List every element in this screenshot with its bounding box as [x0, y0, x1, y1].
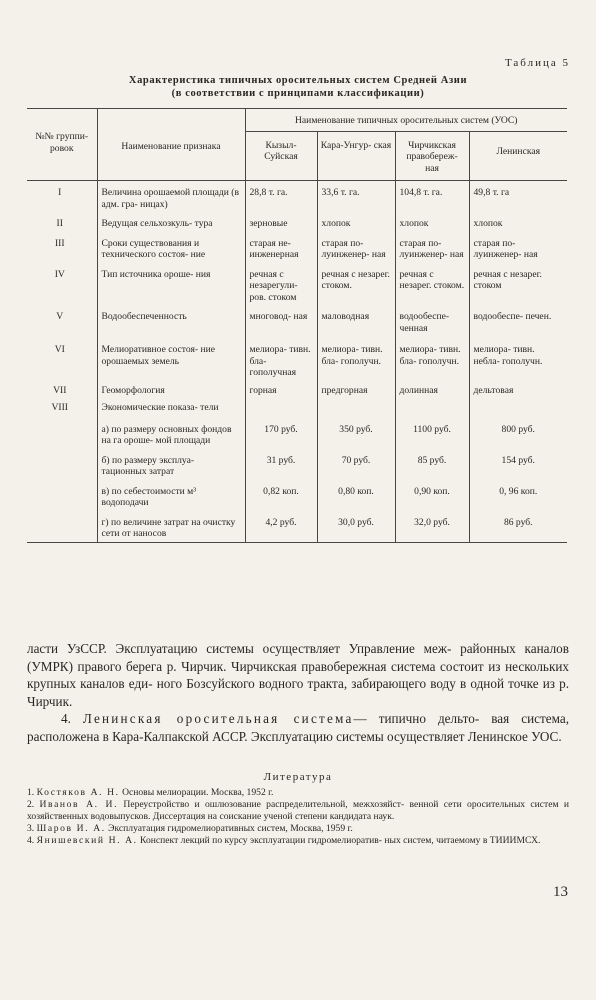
row-value-system-2: 30,0 руб.: [317, 511, 395, 543]
header-systems-group: Наименование типичных оросительных систем (УОС): [245, 109, 567, 132]
literature-number: 3.: [27, 823, 35, 834]
row-feature: Сроки существования и технического состоя- ние: [97, 232, 245, 263]
row-value-system-4: 0, 96 коп.: [469, 480, 567, 511]
row-value-system-2: хлопок: [317, 212, 395, 232]
row-feature: а) по размеру основных фондов на га ороше- мой площади: [97, 416, 245, 449]
table-row: [27, 449, 567, 480]
literature-item: [27, 823, 569, 835]
table-label: Таблица 5: [504, 57, 570, 69]
table-row: [27, 416, 567, 449]
literature-text: Эксплуатация гидромелиоративных систем, Москва, 1959 г.: [108, 823, 353, 834]
row-value-system-2: 70 руб.: [317, 449, 395, 480]
title-line-1: Характеристика типичных оросительных систем Средней Азии: [128, 75, 468, 86]
body-text: [27, 640, 569, 745]
table-row: [27, 336, 567, 381]
table-row: [27, 263, 567, 306]
literature-item: [27, 799, 569, 823]
literature-text: Конспект лекций по курсу эксплуатации гидромелиоратив- ных систем, читаемому в ТИИИМСХ.: [140, 835, 541, 846]
row-feature: в) по себестоимости м³ водоподачи: [97, 480, 245, 511]
row-value-system-4: старая по- луинженер- ная: [469, 232, 567, 263]
literature-list: [27, 787, 569, 847]
header-system-3: Чирчикская правобереж- ная: [395, 131, 469, 181]
literature-author: Костяков А. Н.: [36, 787, 120, 798]
body-paragraph-2: [27, 710, 569, 745]
page-number: 13: [553, 884, 568, 900]
classification-table: [27, 108, 567, 543]
row-value-system-2: [317, 398, 395, 416]
table-row: [27, 398, 567, 416]
row-value-system-1: горная: [245, 381, 317, 399]
row-value-system-1: зерновые: [245, 212, 317, 232]
row-value-system-1: [245, 398, 317, 416]
row-feature: Мелиоративное состоя- ние орошаемых земель: [97, 336, 245, 381]
literature-item: [27, 787, 569, 799]
row-value-system-1: старая не- инженерная: [245, 232, 317, 263]
row-value-system-2: 33,6 т. га.: [317, 181, 395, 213]
row-value-system-3: 32,0 руб.: [395, 511, 469, 543]
row-value-system-4: 86 руб.: [469, 511, 567, 543]
table-row: [27, 305, 567, 336]
row-group-no: VIII: [51, 402, 68, 413]
row-value-system-4: водообеспе- печен.: [469, 305, 567, 336]
row-value-system-4: мелиора- тивн. небла- гополучн.: [469, 336, 567, 381]
row-value-system-3: 1100 руб.: [395, 416, 469, 449]
table-title: [30, 74, 566, 100]
row-feature: Водообеспеченность: [97, 305, 245, 336]
para2-rest: — типично дельто- вая система, расположена в Кара-Калпакской АССР. Эксплуатацию системы осуществляет Ленинское УОС.: [27, 711, 570, 744]
header-system-1: Кызыл- Суйская: [245, 131, 317, 181]
row-value-system-2: мелиора- тивн. бла- гополучн.: [317, 336, 395, 381]
table-body: [27, 181, 567, 543]
row-value-system-3: 85 руб.: [395, 449, 469, 480]
row-group-no: I: [58, 187, 62, 198]
row-value-system-1: 31 руб.: [245, 449, 317, 480]
row-value-system-3: долинная: [395, 381, 469, 399]
body-paragraph-1: ласти УзССР. Эксплуатацию системы осуществляет Управление меж- районных каналов (УМРК) правого берега р. Чирчик. Чирчикская правобережная система состоит из нескольких крупных каналов еди- ного Бозсуйского водного тракта, забирающего воду в одной точке из р. Чирчик.: [27, 641, 569, 709]
row-value-system-3: водообеспе- ченная: [395, 305, 469, 336]
row-feature: Геоморфология: [97, 381, 245, 399]
table-row: [27, 511, 567, 543]
row-value-system-2: старая по- луинженер- ная: [317, 232, 395, 263]
row-value-system-1: 0,82 коп.: [245, 480, 317, 511]
row-value-system-4: дельтовая: [469, 381, 567, 399]
header-group-no: №№ группи- ровок: [27, 109, 97, 181]
table-row: [27, 480, 567, 511]
row-value-system-1: 28,8 т. га.: [245, 181, 317, 213]
row-value-system-2: маловодная: [317, 305, 395, 336]
row-value-system-2: 350 руб.: [317, 416, 395, 449]
row-group-no: [27, 511, 97, 543]
table-row: [27, 381, 567, 399]
row-feature: Величина орошаемой площади (в адм. гра- ницах): [97, 181, 245, 213]
row-feature: б) по размеру эксплуа- тационных затрат: [97, 449, 245, 480]
literature-text: Переустройство и ошлюзование распределительной, межхозяйст- венной сети оросительных систем и хозяйственных водовыпусков. Диссертация на соискание ученой степени кандидата наук.: [27, 799, 570, 822]
row-feature: Экономические показа- тели: [97, 398, 245, 416]
table-row: [27, 232, 567, 263]
literature-author: Иванов А. И.: [39, 799, 119, 810]
row-value-system-2: предгорная: [317, 381, 395, 399]
row-group-no: III: [54, 237, 65, 249]
row-group-no: VI: [54, 344, 65, 355]
row-value-system-4: 800 руб.: [469, 416, 567, 449]
row-value-system-4: [469, 398, 567, 416]
row-value-system-3: 104,8 т. га.: [395, 181, 469, 213]
row-group-no: [27, 416, 97, 449]
row-value-system-3: хлопок: [395, 212, 469, 232]
row-value-system-3: речная с незарег. стоком.: [395, 263, 469, 306]
row-value-system-3: [395, 398, 469, 416]
row-group-no: V: [56, 311, 64, 322]
row-group-no: [27, 480, 97, 511]
para2-lead: 4.: [61, 711, 71, 726]
row-value-system-4: 154 руб.: [469, 449, 567, 480]
header-system-2: Кара-Унгур- ская: [317, 131, 395, 181]
row-value-system-3: мелиора- тивн. бла- гополучн.: [395, 336, 469, 381]
table-row: [27, 212, 567, 232]
row-value-system-1: многовод- ная: [245, 305, 317, 336]
row-group-no: IV: [54, 268, 65, 280]
row-value-system-3: 0,90 коп.: [395, 480, 469, 511]
row-value-system-1: речная с незарегули- ров. стоком: [245, 263, 317, 306]
literature-text: Основы мелиорации. Москва, 1952 г.: [122, 787, 274, 798]
row-group-no: II: [56, 218, 63, 229]
table-row: [27, 181, 567, 213]
row-value-system-2: 0,80 коп.: [317, 480, 395, 511]
para2-spaced-term: Ленинская оросительная система: [82, 711, 354, 726]
row-value-system-1: мелиора- тивн. бла- гополучная: [245, 336, 317, 381]
row-feature: г) по величине затрат на очистку сети от наносов: [97, 511, 245, 543]
row-value-system-3: старая по- луинженер- ная: [395, 232, 469, 263]
row-feature: Тип источника ороше- ния: [97, 263, 245, 306]
literature-item: [27, 835, 569, 847]
row-group-no: VII: [53, 384, 67, 396]
literature-author: Янишевский Н. А.: [36, 835, 138, 846]
row-value-system-4: хлопок: [469, 212, 567, 232]
header-system-4: Ленинская: [469, 131, 567, 181]
literature-number: 1.: [27, 787, 35, 798]
literature-number: 4.: [27, 835, 35, 846]
row-value-system-1: 4,2 руб.: [245, 511, 317, 543]
literature-author: Шаров И. А.: [36, 823, 106, 834]
row-value-system-4: 49,8 т. га: [469, 181, 567, 213]
literature-number: 2.: [27, 799, 35, 810]
row-value-system-2: речная с незарег. стоком.: [317, 263, 395, 306]
title-line-2: (в соответствии с принципами классификации): [171, 88, 425, 99]
literature-title: Литература: [263, 771, 333, 783]
row-group-no: [27, 449, 97, 480]
row-feature: Ведущая сельхозкуль- тура: [97, 212, 245, 232]
header-feature: Наименование признака: [97, 109, 245, 181]
row-value-system-1: 170 руб.: [245, 416, 317, 449]
row-value-system-4: речная с незарег. стоком: [469, 263, 567, 306]
